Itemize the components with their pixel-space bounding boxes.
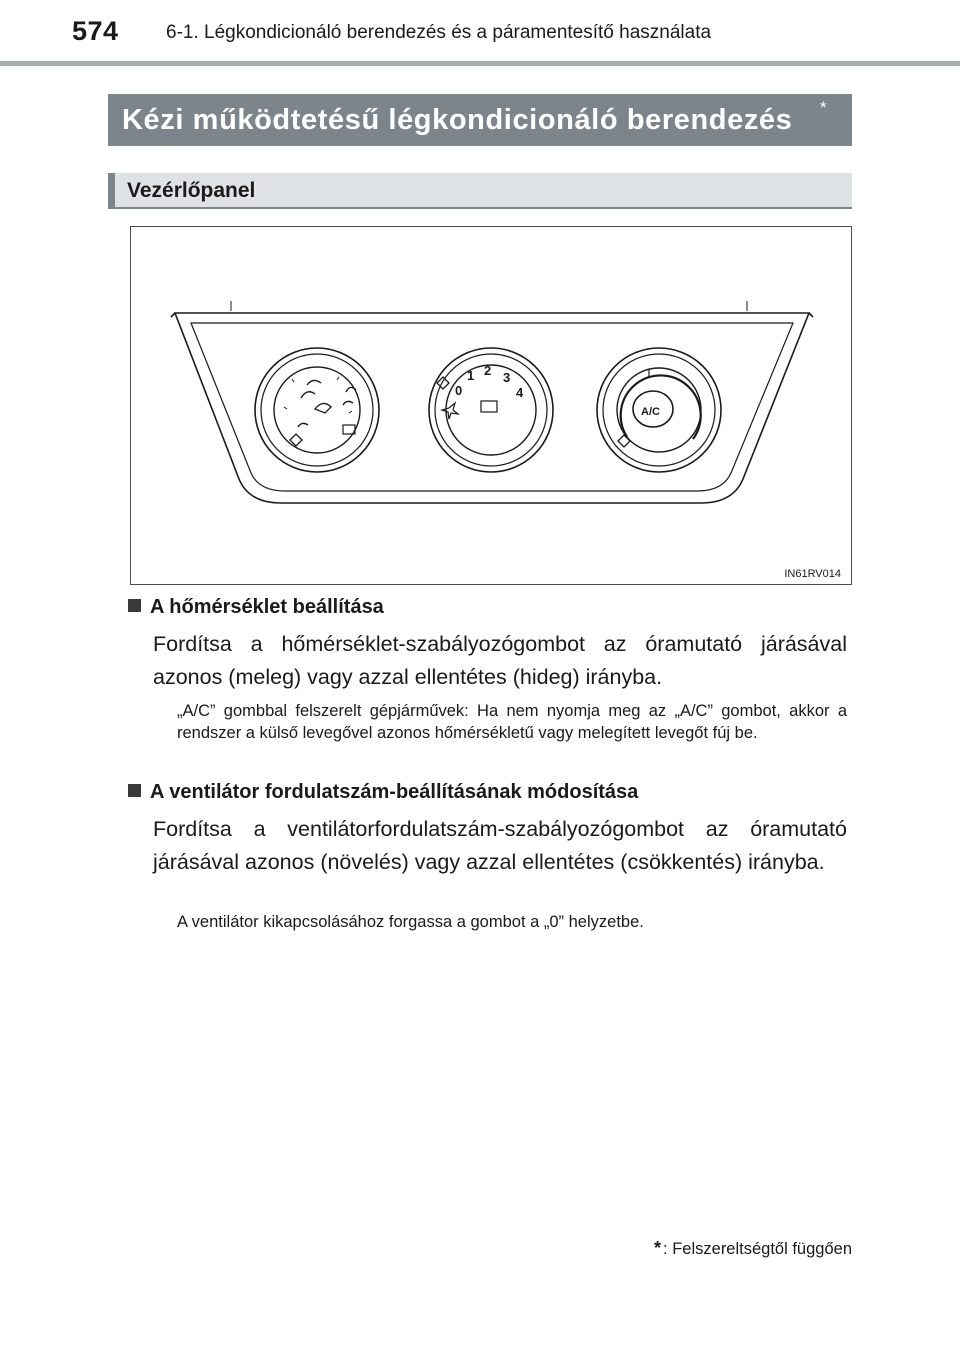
fan-label-1: 1 <box>467 368 475 383</box>
square-bullet-icon <box>128 784 141 797</box>
square-bullet-icon <box>128 599 141 612</box>
fan-label-2: 2 <box>484 363 492 378</box>
fan-label-4: 4 <box>516 385 524 400</box>
section-body-temperature: Fordítsa a hőmérséklet-szabályozógombot az óramutató járásával azonos (meleg) vagy azzal ellentétes (hideg) irányba. <box>153 632 847 689</box>
footnote-marker: * <box>654 1238 662 1258</box>
control-panel-figure <box>130 226 852 585</box>
footnote-text: : Felszereltségtől függően <box>663 1240 852 1258</box>
title-marker: * <box>820 98 827 117</box>
section-body-fan-speed: Fordítsa a ventilátorfordulatszám-szabályozógombot az óramutató járásával azonos (növelés) vagy azzal ellentétes (csökkentés) irányba. <box>153 817 847 874</box>
section-heading-text: A ventilátor fordulatszám-beállításának módosítása <box>150 781 639 803</box>
running-title: 6-1. Légkondicionáló berendezés és a páramentesítő használata <box>166 22 712 43</box>
subsection-accent <box>108 173 115 209</box>
subsection-title: Vezérlőpanel <box>127 179 256 202</box>
section-heading-text: A hőmérséklet beállítása <box>150 596 384 618</box>
figure-code: IN61RV014 <box>784 568 841 580</box>
page-number: 574 <box>72 16 119 46</box>
mode-knob <box>255 348 379 472</box>
section-heading-fan-speed <box>128 781 638 804</box>
panel-outer-outline <box>175 313 809 503</box>
footnote <box>654 1238 852 1259</box>
section-heading-temperature <box>128 596 384 619</box>
ac-button-label: A/C <box>641 406 660 418</box>
section-note-temperature: „A/C” gombbal felszerelt gépjárművek: Ha nem nyomja meg az „A/C” gombot, akkor a rendszer a külső levegővel azonos hőmérsékletű vagy melegített levegőt fúj be. <box>177 702 847 742</box>
section-title: Kézi működtetésű légkondicionáló berendezés <box>122 104 793 136</box>
fan-label-0: 0 <box>455 383 463 398</box>
fan-label-3: 3 <box>503 370 511 385</box>
subsection-bar <box>108 173 852 209</box>
control-panel-illustration <box>131 227 851 584</box>
section-note-fan-speed: A ventilátor kikapcsolásához forgassa a gombot a „0” helyzetbe. <box>177 913 644 931</box>
header-rule <box>0 61 960 66</box>
section-title-bar <box>108 94 852 146</box>
